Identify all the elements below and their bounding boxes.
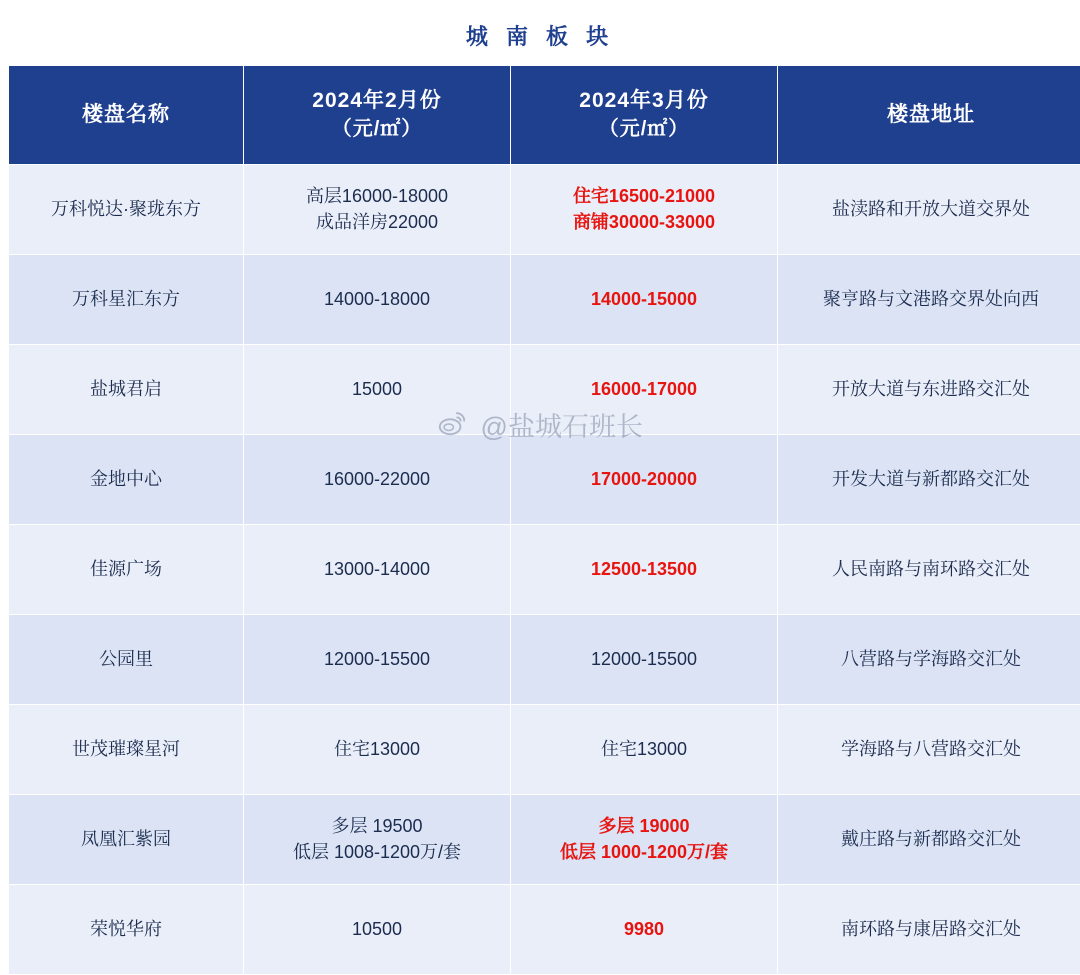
cell-feb-line: 10500 (248, 917, 506, 942)
column-header-mar-main: 2024年3月份 (579, 89, 708, 112)
cell-address: 开发大道与新都路交汇处 (778, 435, 1080, 525)
watermark-text: @盐城石班长 (481, 412, 643, 442)
cell-feb-line: 高层16000-18000 (248, 184, 506, 209)
cell-feb-line: 14000-18000 (248, 287, 506, 312)
table-row (9, 705, 1080, 795)
cell-mar-line: 12500-13500 (515, 557, 773, 582)
cell-mar (511, 615, 778, 705)
table-row (9, 885, 1080, 975)
cell-feb-line: 成品洋房22000 (248, 210, 506, 235)
column-header-address-main: 楼盘地址 (887, 103, 975, 126)
column-header-feb (244, 66, 511, 165)
cell-project-name: 公园里 (9, 615, 244, 705)
table-body (9, 165, 1080, 975)
cell-mar-line: 14000-15000 (515, 287, 773, 312)
cell-feb (244, 795, 511, 885)
table-header-row (9, 66, 1080, 165)
page-title: 城 南 板 块 (0, 0, 1080, 65)
cell-project-name: 盐城君启 (9, 345, 244, 435)
cell-feb (244, 165, 511, 255)
cell-mar (511, 165, 778, 255)
cell-address: 盐渎路和开放大道交界处 (778, 165, 1080, 255)
cell-feb (244, 705, 511, 795)
cell-mar-line: 12000-15500 (515, 647, 773, 672)
table-row (9, 795, 1080, 885)
cell-feb (244, 345, 511, 435)
cell-feb (244, 255, 511, 345)
column-header-name-main: 楼盘名称 (82, 103, 170, 126)
column-header-feb-sub: （元/㎡） (245, 116, 509, 143)
column-header-feb-main: 2024年2月份 (312, 89, 441, 112)
cell-mar-line: 多层 19000 (515, 814, 773, 839)
table-row (9, 435, 1080, 525)
cell-mar-line: 住宅13000 (515, 737, 773, 762)
table-container (0, 65, 1080, 975)
column-header-name (9, 66, 244, 165)
cell-address: 开放大道与东进路交汇处 (778, 345, 1080, 435)
table-header (9, 66, 1080, 165)
cell-mar (511, 885, 778, 975)
table-row (9, 345, 1080, 435)
column-header-mar (511, 66, 778, 165)
cell-feb-line: 15000 (248, 377, 506, 402)
column-header-mar-sub: （元/㎡） (512, 116, 776, 143)
cell-feb-line: 12000-15500 (248, 647, 506, 672)
column-header-address (778, 66, 1080, 165)
cell-mar (511, 525, 778, 615)
cell-address: 戴庄路与新都路交汇处 (778, 795, 1080, 885)
cell-mar-line: 17000-20000 (515, 467, 773, 492)
cell-mar-line: 16000-17000 (515, 377, 773, 402)
table-row (9, 525, 1080, 615)
cell-project-name: 金地中心 (9, 435, 244, 525)
cell-mar (511, 345, 778, 435)
table-row (9, 615, 1080, 705)
cell-feb-line: 16000-22000 (248, 467, 506, 492)
cell-address: 南环路与康居路交汇处 (778, 885, 1080, 975)
cell-project-name: 世茂璀璨星河 (9, 705, 244, 795)
cell-address: 学海路与八营路交汇处 (778, 705, 1080, 795)
cell-mar (511, 795, 778, 885)
cell-feb-line: 低层 1008-1200万/套 (248, 840, 506, 865)
cell-address: 聚亨路与文港路交界处向西 (778, 255, 1080, 345)
cell-mar (511, 705, 778, 795)
cell-feb (244, 525, 511, 615)
cell-project-name: 万科悦达·聚珑东方 (9, 165, 244, 255)
cell-mar-line: 商铺30000-33000 (515, 210, 773, 235)
cell-feb (244, 885, 511, 975)
cell-mar (511, 255, 778, 345)
cell-mar-line: 住宅16500-21000 (515, 184, 773, 209)
cell-feb-line: 13000-14000 (248, 557, 506, 582)
cell-feb (244, 615, 511, 705)
table-row (9, 255, 1080, 345)
cell-project-name: 凤凰汇紫园 (9, 795, 244, 885)
cell-project-name: 荣悦华府 (9, 885, 244, 975)
cell-feb (244, 435, 511, 525)
table-row (9, 165, 1080, 255)
cell-project-name: 万科星汇东方 (9, 255, 244, 345)
cell-mar-line: 9980 (515, 917, 773, 942)
cell-address: 八营路与学海路交汇处 (778, 615, 1080, 705)
cell-feb-line: 多层 19500 (248, 814, 506, 839)
cell-project-name: 佳源广场 (9, 525, 244, 615)
cell-address: 人民南路与南环路交汇处 (778, 525, 1080, 615)
cell-mar (511, 435, 778, 525)
cell-feb-line: 住宅13000 (248, 737, 506, 762)
price-table (8, 65, 1080, 975)
cell-mar-line: 低层 1000-1200万/套 (515, 840, 773, 865)
